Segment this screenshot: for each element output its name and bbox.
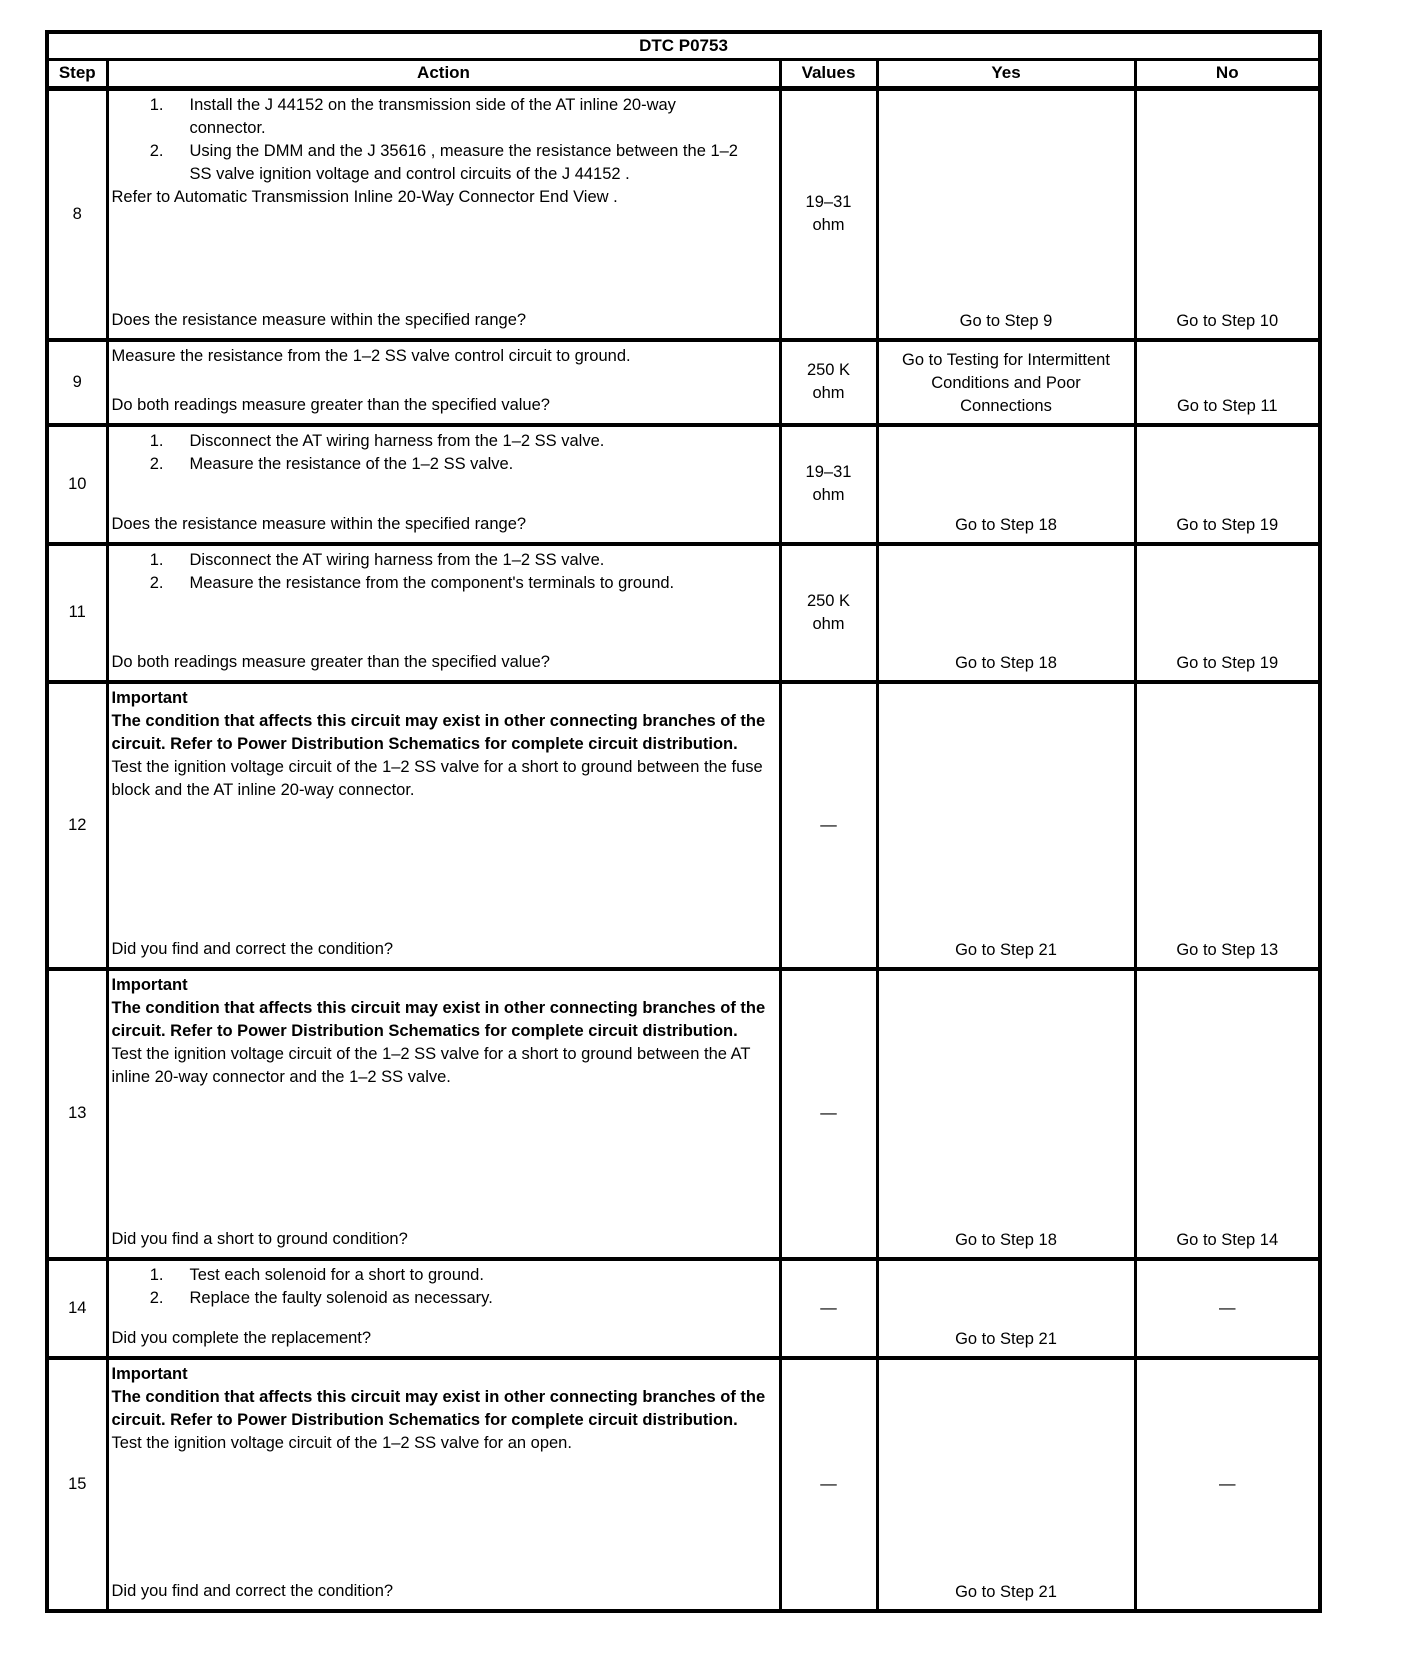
table-title-row xyxy=(47,32,1320,59)
values-cell-content xyxy=(782,546,876,680)
values-text: — xyxy=(820,815,837,834)
no-text: Go to Step 10 xyxy=(1176,311,1279,330)
action-list xyxy=(112,94,767,186)
yes-text: Go to Step 18 xyxy=(955,653,1057,672)
action-list-item xyxy=(112,140,767,186)
action-list-item xyxy=(112,430,767,453)
yes-cell-content xyxy=(879,427,1134,542)
yes-cell xyxy=(877,425,1135,544)
yes-cell-content xyxy=(879,1261,1134,1356)
action-cell-content xyxy=(109,1261,779,1356)
action-cell-content xyxy=(109,427,779,542)
no-text: — xyxy=(1219,1474,1236,1493)
action-cell xyxy=(107,1358,780,1611)
action-cell xyxy=(107,425,780,544)
list-number: 1. xyxy=(149,1265,164,1284)
values-cell xyxy=(780,1358,877,1611)
step-cell-content xyxy=(49,427,106,542)
step-cell xyxy=(47,1259,107,1358)
values-cell xyxy=(780,544,877,682)
yes-text: Go to Step 21 xyxy=(955,1329,1057,1348)
no-cell-content xyxy=(1137,546,1319,680)
values-text: 250 K xyxy=(806,591,851,610)
no-cell xyxy=(1135,1358,1320,1611)
list-number: 1. xyxy=(149,95,164,114)
no-cell-content xyxy=(1137,1360,1319,1609)
step-number: 10 xyxy=(68,474,87,493)
dtc-table xyxy=(45,30,1322,1613)
yes-cell xyxy=(877,340,1135,425)
no-cell-content xyxy=(1137,342,1319,423)
action-cell xyxy=(107,88,780,340)
action-text: Install the J 44152 on the transmission side of the AT inline 20-way connector. xyxy=(189,95,676,137)
step-cell xyxy=(47,969,107,1259)
table-header-row xyxy=(47,59,1320,88)
list-number: 2. xyxy=(149,141,164,160)
yes-cell xyxy=(877,682,1135,969)
important-text: Important xyxy=(111,975,188,994)
step-cell-content xyxy=(49,971,106,1257)
step-number: 14 xyxy=(68,1298,87,1317)
values-cell xyxy=(780,1259,877,1358)
action-list-item xyxy=(112,453,767,476)
yes-cell xyxy=(877,88,1135,340)
no-cell-content xyxy=(1137,427,1319,542)
values-cell xyxy=(780,682,877,969)
values-text: ohm xyxy=(812,384,845,402)
action-text: Measure the resistance from the component's terminals to ground. xyxy=(189,573,675,592)
action-list xyxy=(112,430,767,476)
yes-text: Go to Step 21 xyxy=(955,940,1057,959)
action-cell-content xyxy=(109,1360,779,1609)
step-cell-content xyxy=(49,342,106,423)
column-header-values: Values xyxy=(780,59,877,88)
step-number: 12 xyxy=(68,815,87,834)
table-row xyxy=(47,1358,1320,1611)
action-list xyxy=(112,1264,767,1310)
values-text: 19–31 xyxy=(805,463,852,481)
no-cell xyxy=(1135,969,1320,1259)
step-cell xyxy=(47,425,107,544)
no-text: Go to Step 19 xyxy=(1176,653,1279,672)
list-number: 2. xyxy=(149,573,164,592)
no-cell xyxy=(1135,544,1320,682)
no-cell xyxy=(1135,1259,1320,1358)
yes-cell-content xyxy=(879,91,1134,338)
step-cell xyxy=(47,682,107,969)
values-text: 250 K xyxy=(806,361,851,379)
action-cell-content xyxy=(109,684,779,967)
question-text: Did you find and correct the condition? xyxy=(111,1581,394,1600)
yes-cell-content xyxy=(879,342,1134,423)
yes-cell xyxy=(877,969,1135,1259)
values-cell-content xyxy=(782,1360,876,1609)
table-row xyxy=(47,969,1320,1259)
values-cell-content xyxy=(782,91,876,338)
important-text: The condition that affects this circuit may exist in other connecting branches of the circuit. Refer to Power Distribution Schematics for complete circuit distribution. xyxy=(111,1387,766,1429)
no-text: Go to Step 19 xyxy=(1176,515,1279,534)
step-cell xyxy=(47,340,107,425)
values-text: ohm xyxy=(812,486,845,504)
action-cell-content xyxy=(109,546,779,680)
important-text: Important xyxy=(111,1364,188,1383)
yes-cell xyxy=(877,1358,1135,1611)
column-header-yes: Yes xyxy=(877,59,1135,88)
yes-cell xyxy=(877,544,1135,682)
action-list-item xyxy=(112,94,767,140)
action-cell xyxy=(107,340,780,425)
table-row xyxy=(47,340,1320,425)
important-text: Important xyxy=(111,688,188,707)
question-text: Did you find a short to ground condition? xyxy=(111,1229,408,1248)
yes-cell-content xyxy=(879,684,1134,967)
action-list-item xyxy=(112,549,767,572)
values-text: — xyxy=(820,1474,837,1493)
action-text: Disconnect the AT wiring harness from the 1–2 SS valve. xyxy=(189,550,605,569)
action-text: Test each solenoid for a short to ground. xyxy=(189,1265,484,1284)
column-header-no: No xyxy=(1135,59,1320,88)
list-number: 1. xyxy=(149,431,164,450)
no-text: Go to Step 14 xyxy=(1176,1230,1279,1249)
values-cell-content xyxy=(782,342,876,423)
no-cell-content xyxy=(1137,684,1319,967)
step-cell xyxy=(47,544,107,682)
action-cell-content xyxy=(109,971,779,1257)
action-text: Disconnect the AT wiring harness from the 1–2 SS valve. xyxy=(189,431,605,450)
action-text: Measure the resistance of the 1–2 SS valve. xyxy=(189,454,514,473)
values-text: — xyxy=(820,1104,837,1122)
step-number: 15 xyxy=(68,1474,87,1493)
table-row xyxy=(47,1259,1320,1358)
no-cell-content xyxy=(1137,1261,1319,1356)
no-cell xyxy=(1135,425,1320,544)
step-cell xyxy=(47,88,107,340)
step-cell-content xyxy=(49,684,106,967)
step-cell-content xyxy=(49,91,106,338)
no-text: Go to Step 13 xyxy=(1176,940,1279,959)
action-cell xyxy=(107,1259,780,1358)
step-cell-content xyxy=(49,1360,106,1609)
list-number: 1. xyxy=(149,550,164,569)
step-cell-content xyxy=(49,1261,106,1356)
document-page xyxy=(45,30,1318,1613)
table-row xyxy=(47,88,1320,340)
yes-text: Go to Step 9 xyxy=(959,311,1053,330)
action-text: Replace the faulty solenoid as necessary. xyxy=(189,1288,493,1307)
action-text: Test the ignition voltage circuit of the 1–2 SS valve for a short to ground between the fuse block and the AT inline 20-way connector. xyxy=(111,757,763,799)
table-row xyxy=(47,682,1320,969)
no-cell xyxy=(1135,340,1320,425)
question-text: Did you complete the replacement? xyxy=(111,1328,372,1347)
action-cell xyxy=(107,969,780,1259)
no-cell-content xyxy=(1137,91,1319,338)
important-text: The condition that affects this circuit may exist in other connecting branches of the circuit. Refer to Power Distribution Schematics for complete circuit distribution. xyxy=(111,711,766,753)
action-text: Refer to Automatic Transmission Inline 20-Way Connector End View . xyxy=(111,187,618,206)
question-text: Do both readings measure greater than the specified value? xyxy=(111,395,550,414)
values-cell xyxy=(780,88,877,340)
values-text: — xyxy=(820,1298,837,1317)
yes-cell xyxy=(877,1259,1135,1358)
action-list-item xyxy=(112,1287,767,1310)
action-cell xyxy=(107,682,780,969)
action-cell-content xyxy=(109,91,779,338)
question-text: Does the resistance measure within the specified range? xyxy=(111,514,527,533)
values-cell-content xyxy=(782,427,876,542)
values-text: 19–31 xyxy=(805,193,852,211)
no-text: Go to Step 11 xyxy=(1176,396,1278,415)
values-cell xyxy=(780,969,877,1259)
important-text: The condition that affects this circuit may exist in other connecting branches of the circuit. Refer to Power Distribution Schematics for complete circuit distribution. xyxy=(111,998,766,1040)
step-number: 8 xyxy=(72,204,82,223)
no-text: — xyxy=(1219,1298,1236,1317)
action-cell xyxy=(107,544,780,682)
action-cell-content xyxy=(109,342,779,423)
table-title: DTC P0753 xyxy=(47,32,1320,59)
step-number: 13 xyxy=(68,1104,87,1122)
values-cell-content xyxy=(782,971,876,1257)
step-number: 9 xyxy=(72,372,82,391)
column-header-action: Action xyxy=(107,59,780,88)
yes-cell-content xyxy=(879,1360,1134,1609)
action-list-item xyxy=(112,1264,767,1287)
yes-cell-content xyxy=(879,546,1134,680)
table-row xyxy=(47,544,1320,682)
list-number: 2. xyxy=(149,1288,164,1307)
table-body xyxy=(47,88,1320,1611)
yes-cell-content xyxy=(879,971,1134,1257)
action-list-item xyxy=(112,572,767,595)
question-text: Does the resistance measure within the specified range? xyxy=(111,310,527,329)
values-cell xyxy=(780,340,877,425)
table-row xyxy=(47,425,1320,544)
question-text: Did you find and correct the condition? xyxy=(111,939,394,958)
values-cell xyxy=(780,425,877,544)
column-header-step: Step xyxy=(47,59,107,88)
action-text: Measure the resistance from the 1–2 SS valve control circuit to ground. xyxy=(111,346,631,365)
list-number: 2. xyxy=(149,454,164,473)
step-cell xyxy=(47,1358,107,1611)
action-text: Using the DMM and the J 35616 , measure the resistance between the 1–2 SS valve ignition voltage and control circuits of the J 44152 . xyxy=(189,141,738,183)
values-text: ohm xyxy=(812,216,845,234)
no-cell xyxy=(1135,88,1320,340)
question-text: Do both readings measure greater than the specified value? xyxy=(111,652,550,671)
yes-text: Go to Step 21 xyxy=(955,1582,1057,1601)
action-text: Test the ignition voltage circuit of the 1–2 SS valve for a short to ground between the AT inline 20-way connector and the 1–2 SS valve. xyxy=(111,1044,751,1086)
step-cell-content xyxy=(49,546,106,680)
yes-text: Go to Step 18 xyxy=(955,1230,1057,1249)
values-cell-content xyxy=(782,684,876,967)
values-text: ohm xyxy=(812,614,845,633)
no-cell-content xyxy=(1137,971,1319,1257)
action-text: Test the ignition voltage circuit of the 1–2 SS valve for an open. xyxy=(111,1433,572,1452)
yes-text: Go to Testing for Intermittent Conditions and Poor Connections xyxy=(902,350,1110,415)
values-cell-content xyxy=(782,1261,876,1356)
step-number: 11 xyxy=(68,603,86,621)
yes-text: Go to Step 18 xyxy=(955,515,1057,534)
action-list xyxy=(112,549,767,595)
no-cell xyxy=(1135,682,1320,969)
